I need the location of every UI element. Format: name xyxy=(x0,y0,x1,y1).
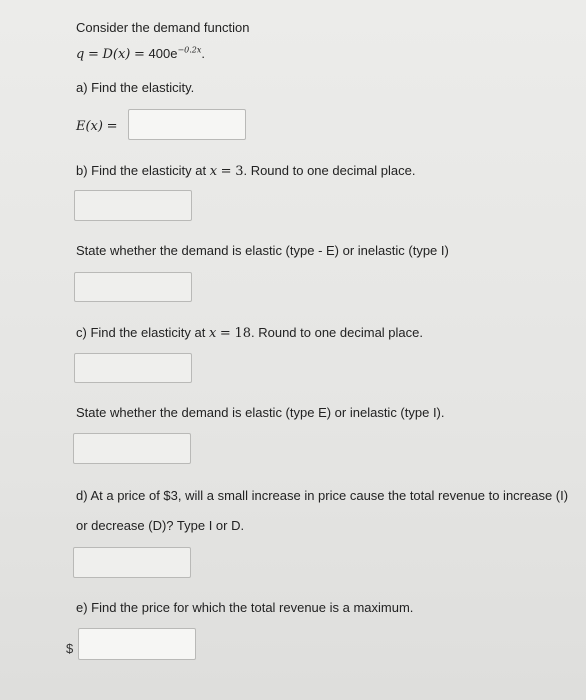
part-a-answer-input[interactable] xyxy=(128,109,246,140)
part-b-prompt-pre: b) Find the elasticity at xyxy=(76,163,207,178)
elasticity-label: E(x) xyxy=(76,119,103,134)
part-b-type-input[interactable] xyxy=(74,272,192,302)
part-c-equals: = xyxy=(219,326,231,341)
demand-equation xyxy=(76,46,205,63)
equation-period: . xyxy=(201,46,206,61)
part-e-answer-input[interactable] xyxy=(78,628,196,660)
part-c-prompt-pre: c) Find the elasticity at xyxy=(76,325,206,340)
part-a-prompt: a) Find the elasticity. xyxy=(76,80,195,95)
dollar-sign: $ xyxy=(66,641,74,656)
part-c-type-input[interactable] xyxy=(73,433,191,464)
equation-lhs: q xyxy=(76,47,85,62)
part-c-answer-input[interactable] xyxy=(74,353,192,383)
part-b-prompt xyxy=(76,163,415,180)
equation-equals-2: = xyxy=(134,47,145,62)
part-d-prompt-line1: d) At a price of $3, will a small increase in price cause the total revenue to increase (I) xyxy=(76,488,569,503)
equation-function: D(x) xyxy=(102,47,131,62)
part-b-value: 3 xyxy=(235,164,244,179)
equation-coefficient: 400e xyxy=(148,46,178,61)
part-d-answer-input[interactable] xyxy=(73,547,191,578)
part-b-answer-input[interactable] xyxy=(74,190,192,221)
part-c-type-prompt: State whether the demand is elastic (type E) or inelastic (type I). xyxy=(76,405,445,420)
intro-text: Consider the demand function xyxy=(76,20,250,35)
equation-exponent: −0.2x xyxy=(177,45,202,55)
part-a-answer-label xyxy=(76,118,118,135)
part-c-variable: x xyxy=(208,326,217,341)
part-c-value: 18 xyxy=(234,326,251,341)
part-b-variable: x xyxy=(209,164,218,179)
part-b-prompt-post: . Round to one decimal place. xyxy=(243,163,416,178)
elasticity-equals: = xyxy=(106,119,118,134)
part-e-prompt: e) Find the price for which the total revenue is a maximum. xyxy=(76,600,414,615)
part-c-prompt-post: . Round to one decimal place. xyxy=(251,325,423,340)
equation-equals: = xyxy=(87,47,99,62)
part-c-prompt xyxy=(76,325,423,342)
part-b-type-prompt: State whether the demand is elastic (type - E) or inelastic (type I) xyxy=(76,243,449,258)
part-b-equals: = xyxy=(220,164,232,179)
part-d-prompt-line2: or decrease (D)? Type I or D. xyxy=(76,518,245,533)
